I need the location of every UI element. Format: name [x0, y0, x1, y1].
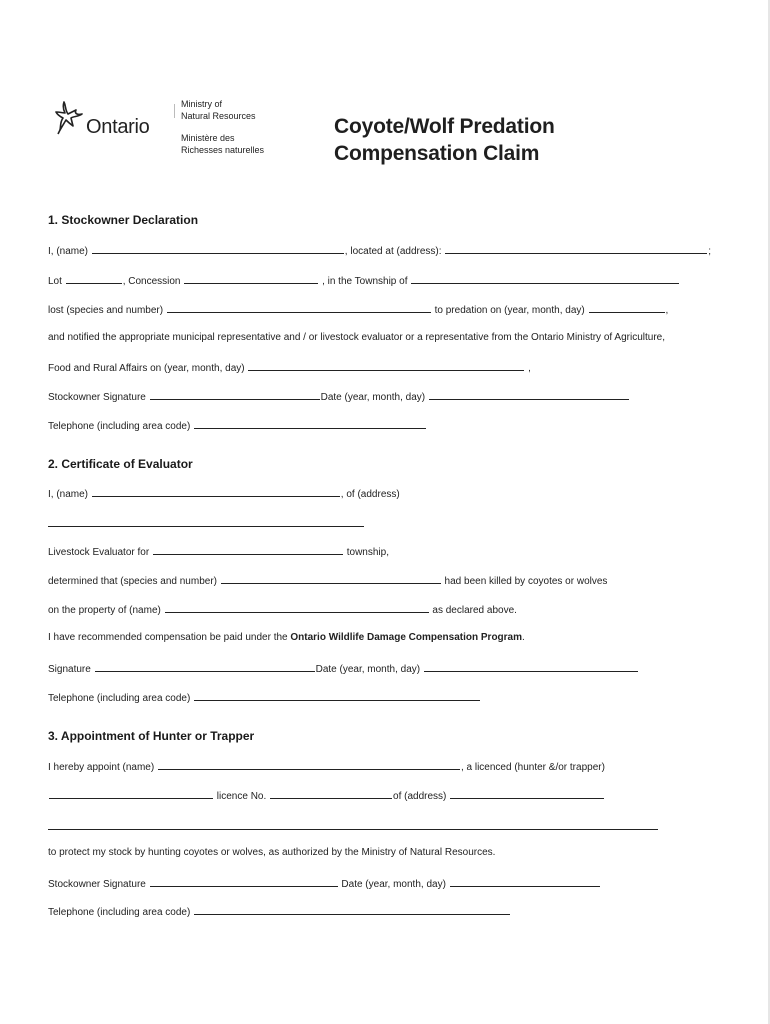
s2-signature-row: [48, 662, 639, 675]
s1-lost-row: [48, 303, 668, 316]
signature-label: Stockowner Signature: [48, 392, 146, 403]
predation-date-field[interactable]: [589, 303, 665, 313]
evaluator-name-field[interactable]: [92, 487, 340, 497]
ministry-en: [181, 98, 256, 122]
township-field[interactable]: [411, 274, 679, 284]
program-name: Ontario Wildlife Damage Compensation Program: [290, 632, 523, 643]
property-label: on the property of (name): [48, 605, 161, 616]
species-field[interactable]: [221, 574, 441, 584]
signature-field[interactable]: [150, 390, 320, 400]
date-field[interactable]: [429, 390, 629, 400]
s2-recommend-text: [48, 632, 525, 643]
address-label: of (address): [393, 791, 447, 802]
concession-field[interactable]: [184, 274, 318, 284]
determined-label: determined that (species and number): [48, 576, 217, 587]
food-end: ,: [528, 363, 531, 374]
s3-signature-row: [48, 877, 601, 890]
telephone-label: Telephone (including area code): [48, 421, 191, 432]
s3-telephone-row: [48, 905, 511, 918]
evaluator-address-field[interactable]: [48, 526, 364, 527]
stockowner-signature-field[interactable]: [150, 877, 338, 887]
ontario-logo: [54, 100, 166, 142]
telephone-label: Telephone (including area code): [48, 907, 191, 918]
declared-label: as declared above.: [432, 605, 517, 616]
concession-label: , Concession: [122, 276, 181, 287]
notified-date-field[interactable]: [248, 361, 524, 371]
killed-label: had been killed by coyotes or wolves: [444, 576, 608, 587]
hunter-address-field-2[interactable]: [48, 829, 658, 830]
s1-telephone-row: [48, 419, 427, 432]
recommend-text: I have recommended compensation be paid under the: [48, 632, 291, 643]
page-title: [334, 113, 555, 167]
header-divider: [174, 104, 175, 118]
s1-food-row: [48, 361, 531, 374]
s1-name-row: [48, 244, 711, 257]
s1-signature-row: [48, 390, 630, 403]
section-2-heading: 2. Certificate of Evaluator: [48, 457, 193, 471]
food-label: Food and Rural Affairs on (year, month, day): [48, 363, 245, 374]
date-label: Date (year, month, day): [315, 664, 421, 675]
telephone-label: Telephone (including area code): [48, 693, 191, 704]
name-label: I, (name): [48, 489, 89, 500]
licence-number-field[interactable]: [270, 789, 392, 799]
evaluator-township-field[interactable]: [153, 545, 343, 555]
ministry-en-line-1: Ministry of: [181, 99, 223, 109]
ministry-en-line-2: Natural Resources: [181, 111, 256, 121]
lot-label: Lot: [48, 276, 62, 287]
township-label: township,: [346, 547, 389, 558]
evaluator-signature-field[interactable]: [95, 662, 315, 672]
name-field[interactable]: [92, 244, 344, 254]
licenced-label: , a licenced (hunter &/or trapper): [460, 762, 605, 773]
s3-protect-text: to protect my stock by hunting coyotes or wolves, as authorized by the Ministry of Natural Resources.: [48, 847, 496, 858]
s3-licence-row: [48, 789, 605, 802]
address-label: , of (address): [340, 489, 400, 500]
section-3-heading: 3. Appointment of Hunter or Trapper: [48, 729, 255, 743]
signature-label: Stockowner Signature: [48, 879, 146, 890]
s3-appoint-row: [48, 760, 605, 773]
hunter-type-field[interactable]: [49, 789, 213, 799]
address-end: ;: [708, 246, 712, 257]
s1-lot-row: [48, 274, 680, 287]
logo-text: Ontario: [86, 116, 150, 138]
hunter-name-field[interactable]: [158, 760, 460, 770]
s2-determined-row: [48, 574, 607, 587]
address-field[interactable]: [445, 244, 707, 254]
property-name-field[interactable]: [165, 603, 429, 613]
section-1-heading: 1. Stockowner Declaration: [48, 213, 199, 227]
s2-name-row: [48, 487, 400, 500]
trillium-icon: [54, 100, 90, 138]
s2-evaluator-row: [48, 545, 389, 558]
lost-field[interactable]: [167, 303, 431, 313]
stockowner-telephone-field[interactable]: [194, 905, 510, 915]
s2-telephone-row: [48, 691, 481, 704]
evaluator-telephone-field[interactable]: [194, 691, 480, 701]
stockowner-date-field[interactable]: [450, 877, 600, 887]
predation-end: ,: [665, 305, 669, 316]
evaluator-label: Livestock Evaluator for: [48, 547, 150, 558]
name-label: I, (name): [48, 246, 89, 257]
ministry-fr: [181, 132, 264, 156]
signature-label: Signature: [48, 664, 91, 675]
evaluator-date-field[interactable]: [424, 662, 638, 672]
date-label: Date (year, month, day): [320, 392, 426, 403]
licence-label: licence No.: [216, 791, 267, 802]
recommend-end: .: [522, 632, 525, 643]
predation-label: to predation on (year, month, day): [434, 305, 585, 316]
s1-notified-text: and notified the appropriate municipal representative and / or livestock evaluator or a representative from the Ontario Ministry of Agriculture,: [48, 332, 665, 343]
lot-field[interactable]: [66, 274, 122, 284]
hunter-address-field[interactable]: [450, 789, 604, 799]
s2-property-row: [48, 603, 517, 616]
date-label: Date (year, month, day): [341, 879, 446, 890]
ministry-fr-line-1: Ministère des: [181, 133, 235, 143]
title-line-1: Coyote/Wolf Predation: [334, 115, 555, 138]
township-label: , in the Township of: [322, 276, 408, 287]
address-label: , located at (address):: [344, 246, 442, 257]
lost-label: lost (species and number): [48, 305, 164, 316]
appoint-label: I hereby appoint (name): [48, 762, 155, 773]
telephone-field[interactable]: [194, 419, 426, 429]
ministry-fr-line-2: Richesses naturelles: [181, 145, 265, 155]
title-line-2: Compensation Claim: [334, 142, 540, 165]
